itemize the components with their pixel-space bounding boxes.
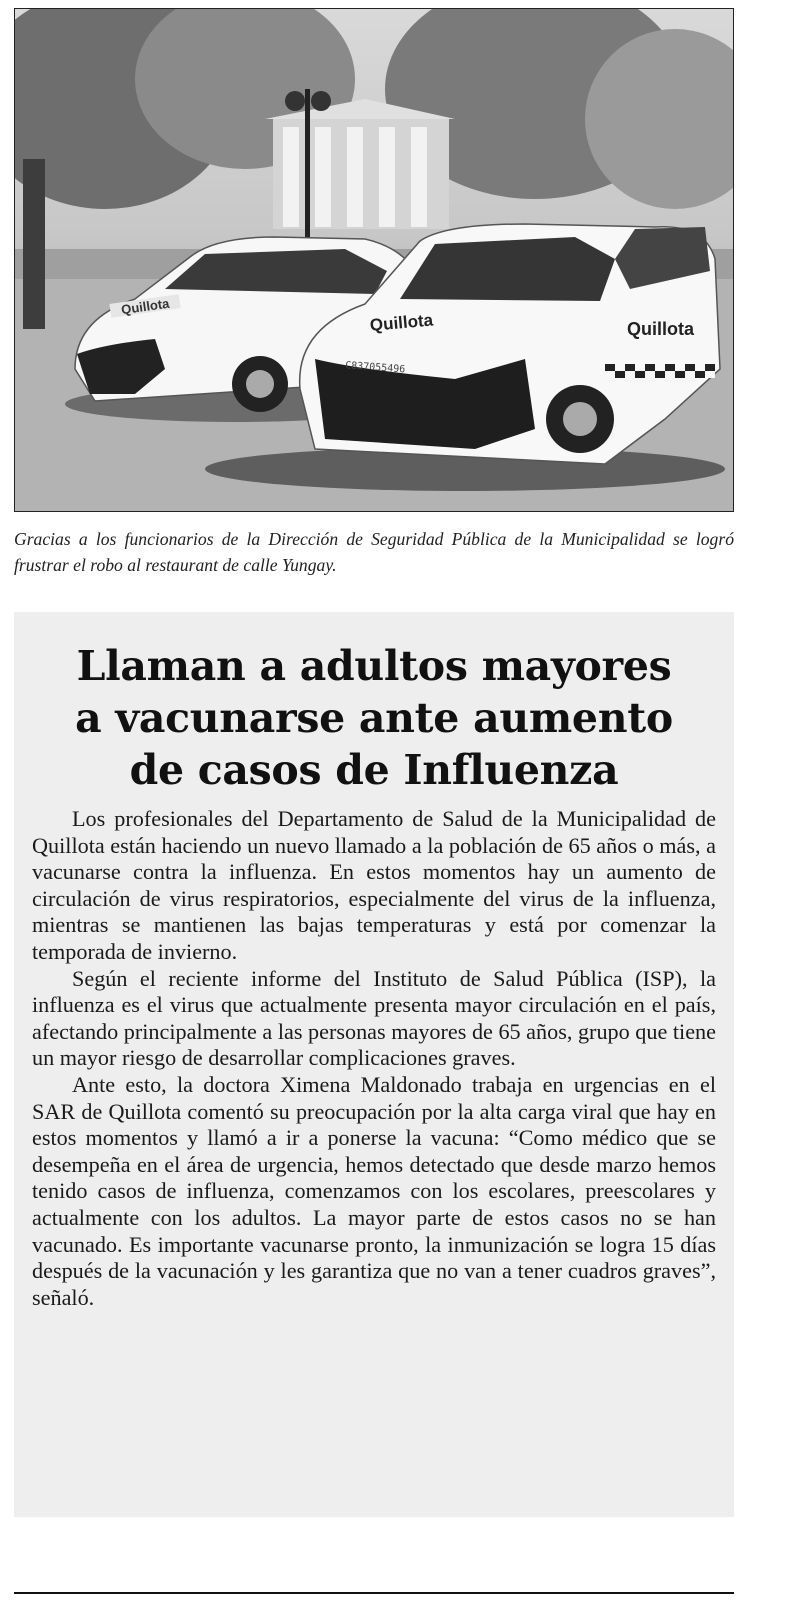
headline-line: Llaman a adultos mayores bbox=[76, 642, 672, 690]
article-box bbox=[14, 612, 734, 1517]
car-right-side-label: Quillota bbox=[627, 319, 694, 339]
car-plate: C837055496 bbox=[344, 360, 406, 376]
article-body bbox=[32, 806, 716, 1311]
checker-stripe bbox=[605, 364, 715, 378]
photo-illustration bbox=[15, 9, 734, 512]
article-paragraph: Según el reciente informe del Instituto de Salud Pública (ISP), la influenza es el virus que actualmente presenta mayor circulación en el país, afectando principalmente a las personas mayores de 65 años, grupo que tiene un mayor riesgo de desarrollar complicaciones graves. bbox=[32, 965, 716, 1071]
article-paragraph: Los profesionales del Departamento de Salud de la Municipalidad de Quillota están haciendo un nuevo llamado a la población de 65 años o más, a vacunarse contra la influenza. En estos momentos hay un aumento de circulación de virus respiratorios, especialmente del virus de la influenza, mientras se mantienen las bajas temperaturas y está por comenzar la temporada de invierno. bbox=[32, 806, 716, 964]
photo-caption: Gracias a los funcionarios de la Dirección de Seguridad Pública de la Municipalidad se logró frustrar el robo al restaurant de calle Yungay. bbox=[14, 529, 734, 575]
car-left-label: Quillota bbox=[120, 295, 171, 318]
headline-line: de casos de Influenza bbox=[129, 746, 619, 794]
car-right-hood-label: Quillota bbox=[369, 310, 434, 335]
article-headline bbox=[32, 640, 716, 796]
article-paragraph: Ante esto, la doctora Ximena Maldonado trabaja en urgencias en el SAR de Quillota comentó su preocupación por la alta carga viral que hay en estos momentos y llamó a ir a ponerse la vacuna: “Como médico que se desempeña en el área de urgencia, hemos detectado que desde marzo hemos tenido casos de influenza, comenzamos con los escolares, preescolares y actualmente con los adultos. La mayor parte de estos casos no se han vacunado. Es importante vacunarse pronto, la inmunización se logra 15 días después de la vacunación y les garantiza que no van a tener cuadros graves”, señaló. bbox=[32, 1071, 716, 1310]
tree-trunk bbox=[23, 159, 45, 329]
gazebo bbox=[265, 99, 455, 229]
headline-line: a vacunarse ante aumento bbox=[75, 694, 673, 742]
article-photo bbox=[14, 8, 734, 512]
page-divider bbox=[14, 1592, 734, 1594]
